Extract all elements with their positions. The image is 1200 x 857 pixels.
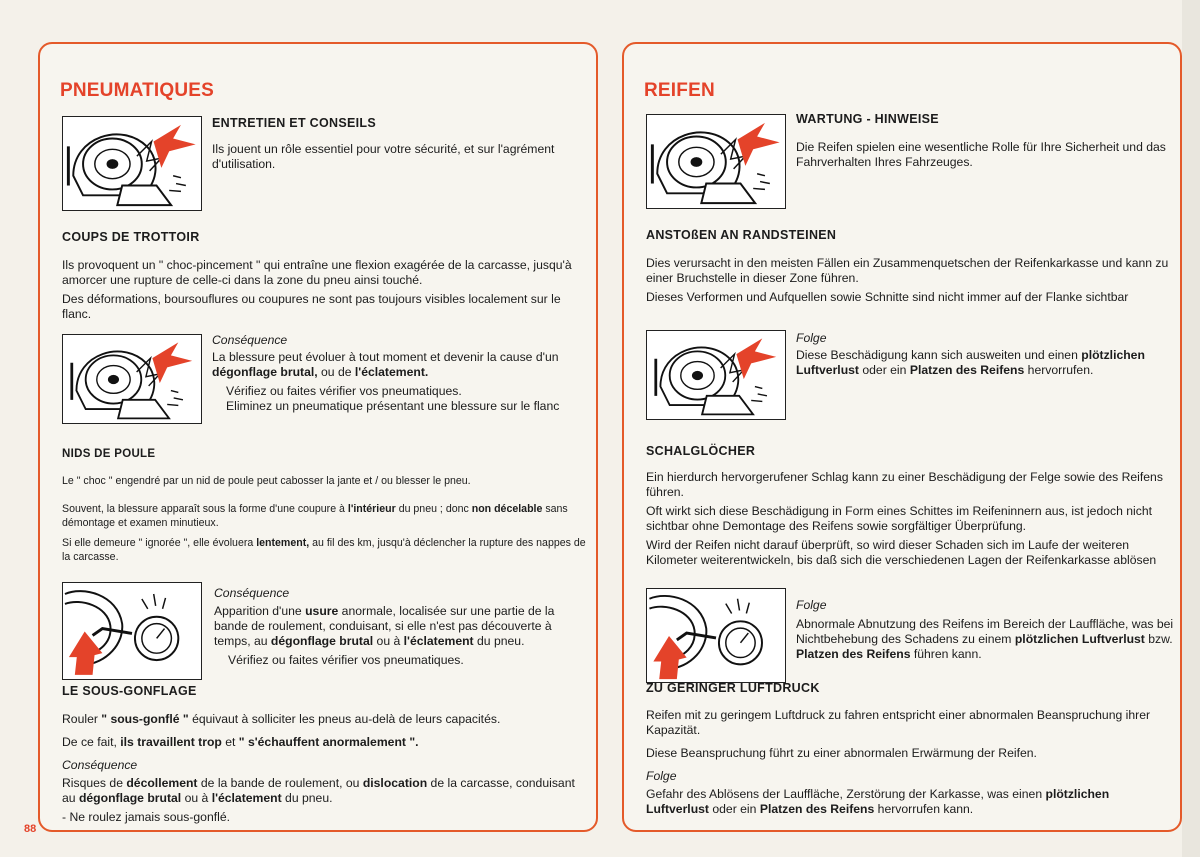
text: sans démontage et examen minutieux. — [62, 503, 568, 529]
paragraph: Ils provoquent un " choc-pincement " qui entraîne une flexion exagérée de la carcasse, jusqu'à amorcer une rupture de celle-ci dans la zone du pneu ainsi touché. — [62, 258, 572, 287]
text: oder ein — [858, 363, 910, 377]
paragraph: Ein hierdurch hervorgerufener Schlag kann zu einer Beschädigung der Felge sowie des Reifens führen. — [646, 470, 1163, 499]
emphasis: Platzen des Reifens — [909, 363, 1025, 377]
emphasis: " s'échauffent anormalement ". — [238, 735, 419, 749]
section-body — [646, 708, 1174, 821]
emphasis: non décelable — [471, 503, 543, 515]
emphasis: dégonflage brutal — [270, 634, 374, 648]
text: et — [221, 735, 239, 749]
paragraph: Oft wirkt sich diese Beschädigung in Form eines Schittes im Reifeninnern aus, ist jedoch nicht sichtbar ohne Demontage des Reifens sowie sorgfältiger Überprüfung. — [646, 504, 1153, 533]
section-body — [62, 258, 590, 326]
section-heading: NIDS DE POULE — [62, 448, 156, 460]
emphasis: dégonflage brutal, — [212, 365, 318, 379]
paragraph: Diese Beanspruchung führt zu einer abnormalen Erwärmung der Reifen. — [646, 746, 1037, 760]
section-body — [62, 474, 590, 568]
binding-edge — [1182, 0, 1200, 857]
section-heading: ENTRETIEN ET CONSEILS — [212, 116, 376, 130]
page-german — [622, 42, 1182, 832]
section-heading: ZU GERINGER LUFTDRUCK — [646, 681, 820, 695]
advice-line: Eliminez un pneumatique présentant une blessure sur le flanc — [226, 399, 560, 413]
text: führen kann. — [910, 647, 982, 661]
consequence-label: Conséquence — [214, 586, 290, 600]
page-title: PNEUMATIQUES — [60, 80, 215, 101]
section-heading: SCHALGLÖCHER — [646, 444, 756, 458]
text: équivaut à solliciter les pneus au-delà de leurs capacités. — [188, 712, 501, 726]
section-heading: COUPS DE TROTTOIR — [62, 230, 200, 244]
paragraph: Dieses Verformen und Aufquellen sowie Schnitte sind nicht immer auf der Flanke sichtbar — [646, 290, 1129, 304]
emphasis: l'éclatement — [403, 634, 474, 648]
section-text: Die Reifen spielen eine wesentliche Rolle für Ihre Sicherheit und das Fahrverhalten Ihres Fahrzeuges. — [796, 140, 1166, 169]
text: ou à — [373, 634, 404, 648]
text: La blessure peut évoluer à tout moment et devenir la cause d'un — [212, 350, 559, 364]
section-body — [646, 256, 1174, 309]
text: Apparition d'une — [214, 604, 306, 618]
emphasis: l'éclatement — [211, 791, 282, 805]
emphasis: ils travaillent trop — [120, 735, 222, 749]
text: ou à — [181, 791, 212, 805]
text: du pneu. — [281, 791, 333, 805]
text: Si elle demeure " ignorée ", elle évoluera — [62, 537, 257, 549]
paragraph: Dies verursacht in den meisten Fällen ein Zusammenquetschen der Reifenkarkasse und kann zu einer Bruchstelle in dieser Zone führen. — [646, 256, 1169, 285]
consequence-text — [214, 604, 590, 668]
text: Rouler — [62, 712, 102, 726]
gauge-illustration — [62, 582, 202, 680]
consequence-label: Folge — [796, 598, 827, 612]
curb-damage-illustration — [646, 330, 786, 420]
text: anormale, localisée sur une partie de la bande de roulement, conduisant, si elle n'est pas découverte à temps, au — [214, 604, 555, 648]
gauge-illustration — [646, 588, 786, 683]
consequence-text — [796, 617, 1174, 662]
page-french — [38, 42, 598, 832]
text: Risques de — [62, 776, 127, 790]
paragraph: Wird der Reifen nicht darauf überprüft, so wird dieser Schaden sich im Laufe der weiteren Kilometer weiterentwickeln, bis daß sich die verschiedenen Lagen der Reifenkarkasse ablösen — [646, 538, 1157, 567]
text: de la bande de roulement, ou — [197, 776, 363, 790]
page-title: REIFEN — [644, 80, 715, 101]
emphasis: plötzlichen Luftverlust — [1014, 632, 1145, 646]
text: Souvent, la blessure apparaît sous la forme d'une coupure à — [62, 503, 348, 515]
text: De ce fait, — [62, 735, 121, 749]
consequence-label: Folge — [796, 331, 827, 345]
advice-line: Vérifiez ou faites vérifier vos pneumatiques. — [226, 384, 462, 398]
emphasis: lentement, — [256, 537, 310, 549]
consequence-label: Folge — [646, 769, 677, 783]
curb-impact-illustration — [646, 114, 786, 209]
section-body — [62, 712, 590, 829]
advice-line: - Ne roulez jamais sous-gonflé. — [62, 810, 230, 824]
advice-line: Vérifiez ou faites vérifier vos pneumatiques. — [228, 653, 464, 667]
emphasis: Platzen des Reifens — [759, 802, 875, 816]
text: du pneu. — [473, 634, 525, 648]
section-heading: ANSTOßEN AN RANDSTEINEN — [646, 228, 837, 242]
emphasis: plötzlichen Luftverlust — [646, 787, 1110, 816]
section-body — [646, 470, 1174, 572]
paragraph: Reifen mit zu geringem Luftdruck zu fahren entspricht einer abnormalen Beanspruchung ihrer Kapazität. — [646, 708, 1151, 737]
text: de la carcasse, conduisant au — [62, 776, 575, 805]
text: au fil des km, jusqu'à déclencher la rupture des nappes de la carcasse. — [62, 537, 586, 563]
text: hervorrufen. — [1024, 363, 1094, 377]
section-heading: LE SOUS-GONFLAGE — [62, 684, 197, 698]
text: hervorrufen kann. — [874, 802, 974, 816]
section-text: Ils jouent un rôle essentiel pour votre sécurité, et sur l'agrément d'utilisation. — [212, 142, 555, 171]
text: Gefahr des Ablösens der Lauffläche, Zerstörung der Karkasse, was einen — [646, 787, 1046, 801]
consequence-text — [796, 348, 1174, 378]
paragraph: Le " choc " engendré par un nid de poule peut cabosser la jante et / ou blesser le pneu. — [62, 475, 471, 487]
emphasis: dégonflage brutal — [78, 791, 182, 805]
emphasis: l'intérieur — [347, 503, 396, 515]
paragraph: Des déformations, boursouflures ou coupures ne sont pas toujours visibles localement sur le flanc. — [62, 292, 561, 321]
page-number: 88 — [24, 823, 37, 835]
emphasis: l'éclatement. — [354, 365, 429, 379]
text: oder ein — [708, 802, 760, 816]
emphasis: usure — [305, 604, 339, 618]
text: bzw. — [1144, 632, 1173, 646]
text: du pneu ; donc — [395, 503, 472, 515]
emphasis: plötzlichen Luftverlust — [796, 348, 1145, 377]
emphasis: dislocation — [362, 776, 428, 790]
text: Diese Beschädigung kann sich ausweiten und einen — [796, 348, 1082, 362]
consequence-text — [212, 350, 590, 414]
emphasis: Platzen des Reifens — [796, 647, 911, 661]
consequence-label: Conséquence — [212, 333, 288, 347]
text: ou de — [317, 365, 355, 379]
text: Abnormale Abnutzung des Reifens im Bereich der Lauffläche, was bei Nichtbehebung des Schadens zu einem — [796, 617, 1174, 646]
curb-damage-illustration — [62, 334, 202, 424]
curb-impact-illustration — [62, 116, 202, 211]
emphasis: " sous-gonflé " — [101, 712, 189, 726]
section-heading: WARTUNG - HINWEISE — [796, 112, 939, 126]
consequence-label: Conséquence — [62, 758, 138, 772]
emphasis: décollement — [126, 776, 198, 790]
